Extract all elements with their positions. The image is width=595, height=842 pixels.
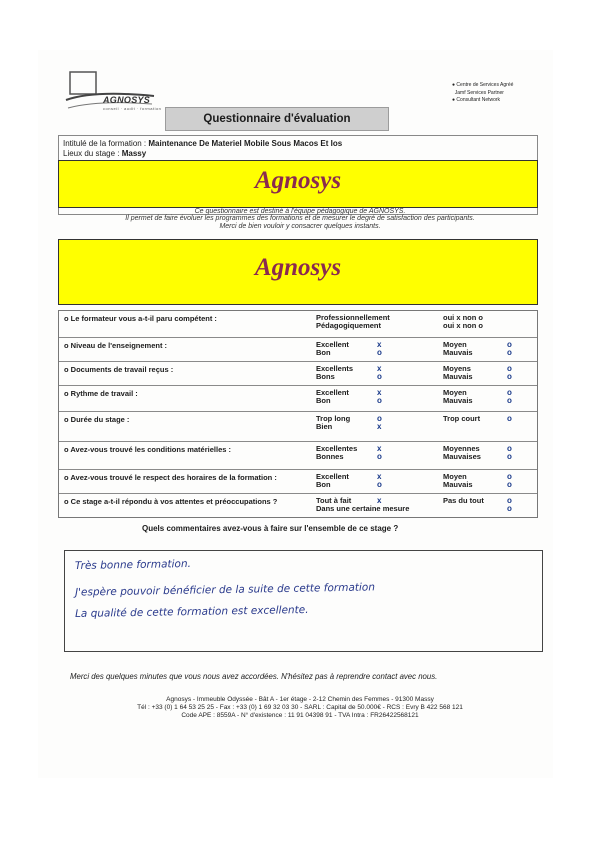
footer-line-3: Code APE : 8559A - N° d'existence : 11 91 04398 91 - TVA Intra : FR26422568121: [181, 712, 419, 719]
options-col-2: Moyens Mauvais: [443, 364, 473, 381]
handwritten-comment: Très bonne formation.: [74, 557, 192, 573]
location-line: Lieux du stage : Massy: [63, 149, 147, 158]
options-col-1: Excellentes Bonnes: [316, 444, 358, 461]
intro-line-3: Merci de bien vouloir y consacrer quelques instants.: [219, 223, 381, 230]
question-row: [59, 469, 537, 494]
checkbox-marks-2: o o: [507, 364, 512, 381]
intro-line-1: Ce questionnaire est destiné à l'équipe pédagogique de AGNOSYS.: [194, 208, 406, 215]
questions-table: [58, 310, 538, 518]
course-line: Intitulé de la formation : Maintenance De Materiel Mobile Sous Macos Et Ios: [63, 139, 343, 148]
checkbox-marks-1: x o: [377, 340, 382, 357]
form-title: Questionnaire d'évaluation: [165, 107, 389, 131]
question-label: o Durée du stage :: [64, 415, 130, 424]
question-label: o Rythme de travail :: [64, 389, 138, 398]
question-label: o Ce stage a-t-il répondu à vos attentes et préoccupations ?: [64, 497, 278, 506]
checkbox-marks-1: o x: [377, 414, 382, 431]
options-col-1: Excellent Bon: [316, 388, 349, 405]
question-row: [59, 385, 537, 412]
checkbox-marks-1: x o: [377, 388, 382, 405]
checkbox-marks-1: x: [377, 496, 382, 505]
options-col-2: Moyennes Mauvaises: [443, 444, 481, 461]
checkbox-marks-1: x o: [377, 364, 382, 381]
handwritten-comment: J'espère pouvoir bénéficier de la suite de cette formation: [74, 581, 376, 599]
options-col-2: Moyen Mauvais: [443, 472, 473, 489]
question-row: [59, 311, 537, 337]
options-col-2: Trop court: [443, 414, 481, 423]
checkbox-marks-2: o o: [507, 472, 512, 489]
thanks-text: Merci des quelques minutes que vous nous avez accordées. N'hésitez pas à reprendre contact avec nous.: [70, 672, 438, 681]
redaction-band-1: Agnosys: [58, 160, 538, 208]
question-label: o Le formateur vous a-t-il paru compétent :: [64, 314, 217, 323]
checkbox-marks-2: o: [507, 414, 512, 423]
question-label: o Avez-vous trouvé le respect des horaires de la formation :: [64, 473, 277, 482]
apple-icon: ●: [452, 82, 456, 88]
options-col-2: Moyen Mauvais: [443, 340, 473, 357]
options-col-1: Excellent Bon: [316, 472, 349, 489]
comment-question: Quels commentaires avez-vous à faire sur l'ensemble de ce stage ?: [142, 524, 399, 533]
options-col-2: oui x non o oui x non o: [443, 313, 483, 330]
checkbox-marks-2: o o: [507, 388, 512, 405]
checkbox-marks-1: x o: [377, 472, 382, 489]
checkbox-marks-2: o o: [507, 444, 512, 461]
handwritten-comment: La qualité de cette formation est excellente.: [74, 603, 309, 621]
question-row: [59, 337, 537, 362]
options-col-1: Tout à fait Dans une certaine mesure: [316, 496, 410, 513]
apple-badge-line: ● Consultant Network: [452, 97, 501, 103]
logo-name: AGNOSYS: [103, 95, 151, 105]
redaction-band-2: Agnosys: [58, 239, 538, 305]
options-col-2: Moyen Mauvais: [443, 388, 473, 405]
footer-line-1: Agnosys - Immeuble Odyssée - Bât A - 1er étage - 2-12 Chemin des Femmes - 91300 Massy: [166, 696, 434, 703]
question-row: [59, 441, 537, 470]
question-row: [59, 361, 537, 386]
intro-line-2: Il permet de faire évoluer les programmes des formations et de mesurer le degré de satisfaction des participants.: [125, 215, 475, 222]
options-col-2: Pas du tout: [443, 496, 484, 505]
options-col-1: Excellent Bon: [316, 340, 349, 357]
course-value: Maintenance De Materiel Mobile Sous Macos Et Ios: [148, 139, 343, 148]
question-row: [59, 411, 537, 442]
options-col-1: Trop long Bien: [316, 414, 351, 431]
apple-icon: ●: [452, 97, 456, 103]
options-col-1: Excellents Bons: [316, 364, 354, 381]
comments-box: [64, 550, 543, 652]
options-col-1: Professionnellement Pédagogiquement: [316, 313, 390, 330]
question-label: o Avez-vous trouvé les conditions matérielles :: [64, 445, 231, 454]
question-row: [59, 493, 537, 518]
apple-badge: [452, 82, 513, 105]
checkbox-marks-2: o o: [507, 340, 512, 357]
footer-line-2: Tél : +33 (0) 1 64 53 25 25 - Fax : +33 (0) 1 69 32 03 30 - SARL : Capital de 50.000€ - RCS : Evry B 422 568 121: [137, 704, 463, 711]
question-label: o Niveau de l'enseignement :: [64, 341, 168, 350]
question-label: o Documents de travail reçus :: [64, 365, 174, 374]
apple-badge-line: Jamf Services Partner: [454, 89, 504, 96]
checkbox-marks-2: o o: [507, 496, 512, 513]
logo-tagline: conseil · audit · formation: [103, 106, 162, 111]
location-value: Massy: [121, 149, 147, 158]
checkbox-marks-1: x o: [377, 444, 382, 461]
apple-badge-line: ● Centre de Services Agréé: [452, 82, 514, 88]
